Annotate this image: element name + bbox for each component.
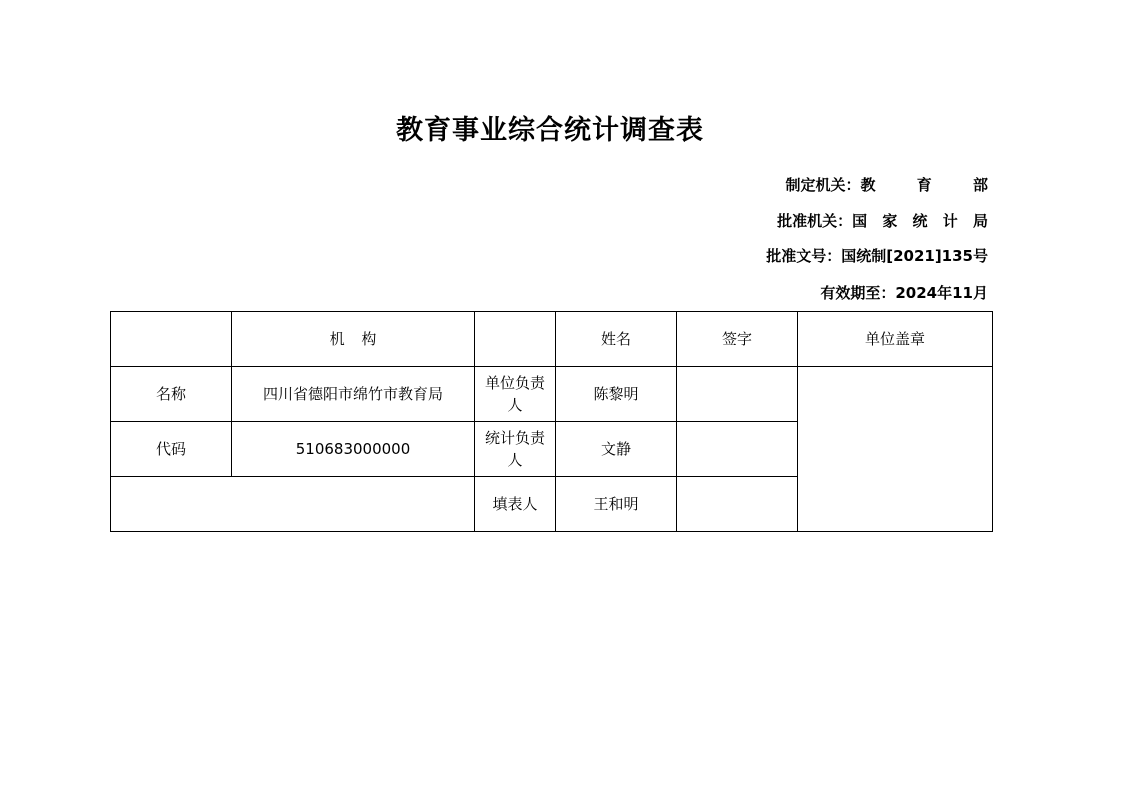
role-stat-head-label: 统计负责人 [484, 429, 545, 469]
form-title: 教育事业综合统计调查表 [396, 115, 704, 146]
unit-head-signature-cell[interactable] [677, 367, 798, 422]
stat-head-signature-cell[interactable] [677, 422, 798, 477]
org-name-value-cell: 四川省德阳市绵竹市教育局 [232, 367, 475, 422]
approver-line [777, 209, 993, 233]
filler-name-cell: 王和明 [556, 477, 677, 532]
survey-table [110, 311, 993, 532]
header-name-cell: 姓名 [556, 312, 677, 367]
doc-number-label: 批准文号： [766, 247, 842, 265]
stat-head-name-cell: 文静 [556, 422, 677, 477]
valid-until-label: 有效期至： [820, 284, 896, 302]
issuer-value: 教 育 部 [860, 176, 1006, 194]
role-unit-head-label: 单位负责人 [484, 374, 545, 414]
org-code-value-cell: 510683000000 [232, 422, 475, 477]
unit-seal-cell[interactable] [798, 367, 993, 532]
filler-signature-cell[interactable] [677, 477, 798, 532]
header-org-label: 机 构 [329, 330, 383, 348]
issuer-line [785, 173, 1006, 197]
role-filler-cell: 填表人 [475, 477, 556, 532]
header-org-cell [232, 312, 475, 367]
role-unit-head-cell [475, 367, 556, 422]
blank-merged-cell [111, 477, 475, 532]
role-stat-head-cell [475, 422, 556, 477]
org-code-label-cell: 代码 [111, 422, 232, 477]
table-header-row [111, 312, 993, 367]
doc-number-line [766, 244, 988, 268]
header-seal-cell: 单位盖章 [798, 312, 993, 367]
valid-until-value: 2024年11月 [895, 284, 988, 302]
doc-number-value: 国统制[2021]135号 [841, 247, 988, 265]
valid-until-line [820, 281, 988, 305]
approver-label: 批准机关： [777, 212, 853, 230]
table-row [111, 367, 993, 422]
header-signature-cell: 签字 [677, 312, 798, 367]
header-blank-cell [111, 312, 232, 367]
issuer-label: 制定机关： [785, 176, 861, 194]
header-role-blank-cell [475, 312, 556, 367]
org-name-label-cell: 名称 [111, 367, 232, 422]
unit-head-name-cell: 陈黎明 [556, 367, 677, 422]
approver-value: 国 家 统 计 局 [852, 212, 993, 230]
